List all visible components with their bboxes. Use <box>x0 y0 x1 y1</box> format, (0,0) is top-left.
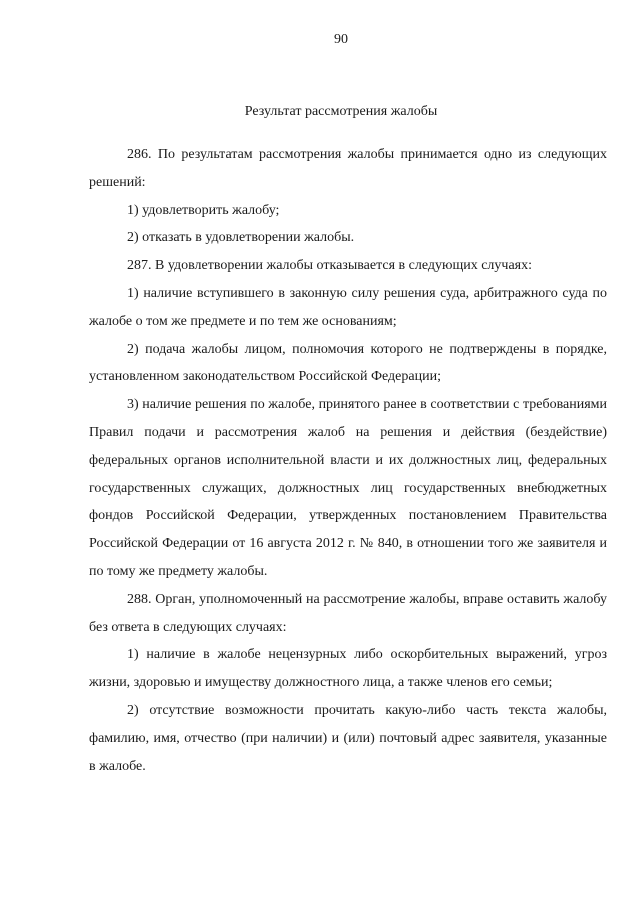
paragraph-286: 286. По результатам рассмотрения жалобы принимается одно из следующих решений: <box>89 147 607 190</box>
paragraph-287-item-1: 1) наличие вступившего в законную силу решения суда, арбитражного суда по жалобе о том же предмете и по тем же основаниям; <box>89 285 607 329</box>
section-heading: Результат рассмотрения жалобы <box>244 104 438 119</box>
paragraph-286-item-1: 1) удовлетворить жалобу; <box>127 202 280 218</box>
paragraph-288: 288. Орган, уполномоченный на рассмотрение жалобы, вправе оставить жалобу без ответа в следующих случаях: <box>89 591 607 635</box>
paragraph-286-item-2: 2) отказать в удовлетворении жалобы. <box>127 230 355 246</box>
paragraph-287-item-3: 3) наличие решения по жалобе, принятого ранее в соответствии с требованиями Правил подачи и рассмотрения жалоб на решения и действия (бездействие) федеральных органов исполнительной власти и их должностных лиц, федеральных государственных служащих, должностных лиц государственных внебюджетных фондов Российской Федерации, утвержденных постановлением Правительства Российской Федерации от 16 августа 2012 г. № 840, в отношении того же заявителя и по тому же предмету жалобы. <box>89 397 607 579</box>
paragraph-288-item-2: 2) отсутствие возможности прочитать какую-либо часть текста жалобы, фамилию, имя, отчество (при наличии) и (или) почтовый адрес заявителя, указанные в жалобе. <box>89 702 607 774</box>
paragraph-287: 287. В удовлетворении жалобы отказывается в следующих случаях: <box>127 258 533 274</box>
paragraph-288-item-1: 1) наличие в жалобе нецензурных либо оскорбительных выражений, угроз жизни, здоровью и имуществу должностного лица, а также членов его семьи; <box>89 647 607 691</box>
page-number: 90 <box>334 32 348 47</box>
paragraph-287-item-2: 2) подача жалобы лицом, полномочия которого не подтверждены в порядке, установленном законодательством Российской Федерации; <box>89 341 607 385</box>
document-body <box>89 141 607 780</box>
